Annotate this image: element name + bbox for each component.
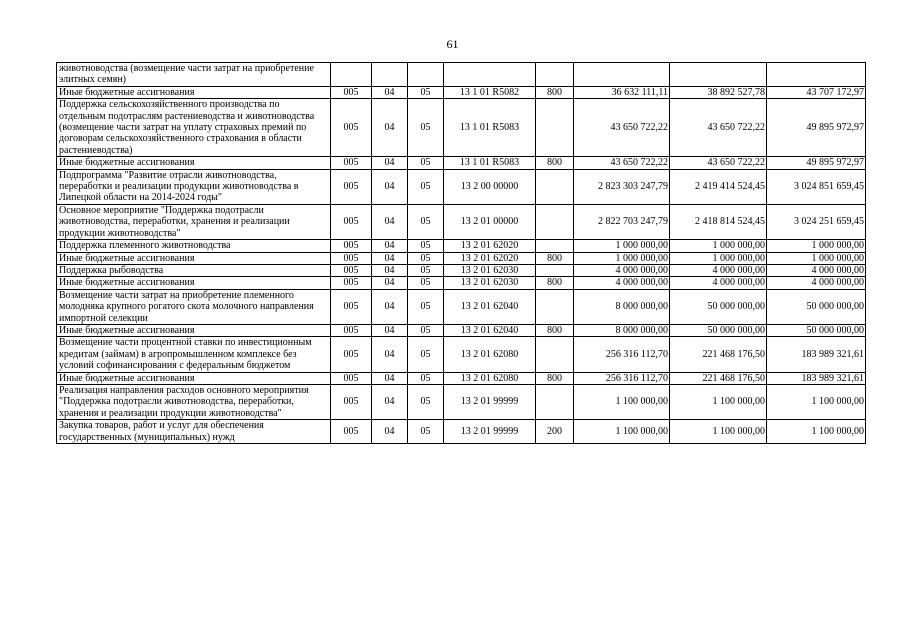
budget-table [56,62,866,444]
table-row [57,289,866,324]
table-row [57,252,866,264]
cell-grbs: 005 [331,252,372,264]
cell-subsection: 05 [408,324,444,336]
cell-subsection: 05 [408,99,444,157]
cell-name: животноводства (возмещение части затрат на приобретение элитных семян) [57,63,331,87]
table-row [57,372,866,384]
cell-grbs: 005 [331,204,372,239]
cell-subsection: 05 [408,264,444,276]
cell-amount-year-3: 183 989 321,61 [767,372,866,384]
table-row [57,337,866,372]
table-row [57,264,866,276]
cell-grbs: 005 [331,372,372,384]
cell-section: 04 [372,169,408,204]
table-row [57,86,866,98]
cell-subsection: 05 [408,420,444,444]
cell-name: Иные бюджетные ассигнования [57,157,331,169]
cell-grbs: 005 [331,324,372,336]
cell-name: Иные бюджетные ассигнования [57,252,331,264]
table-row [57,63,866,87]
table-row [57,324,866,336]
cell-target-article: 13 2 01 62030 [444,264,536,276]
cell-amount-year-2: 50 000 000,00 [670,289,767,324]
cell-amount-year-1: 1 000 000,00 [574,240,670,252]
cell-target-article: 13 2 01 62020 [444,240,536,252]
cell-grbs: 005 [331,240,372,252]
cell-name: Подпрограмма "Развитие отрасли животноводства, переработки и реализации продукции животноводства в Липецкой области на 2014-2024 годы" [57,169,331,204]
cell-expense-type: 200 [536,420,574,444]
cell-grbs: 005 [331,337,372,372]
cell-amount-year-3: 4 000 000,00 [767,277,866,289]
cell-amount-year-2: 1 100 000,00 [670,420,767,444]
cell-grbs: 005 [331,420,372,444]
cell-target-article [444,63,536,87]
cell-amount-year-3: 1 000 000,00 [767,252,866,264]
cell-amount-year-1: 2 822 703 247,79 [574,204,670,239]
cell-section: 04 [372,324,408,336]
cell-section: 04 [372,337,408,372]
cell-expense-type [536,264,574,276]
cell-amount-year-1: 1 000 000,00 [574,252,670,264]
cell-amount-year-3: 49 895 972,97 [767,99,866,157]
cell-amount-year-3: 4 000 000,00 [767,264,866,276]
cell-amount-year-2: 1 100 000,00 [670,384,767,419]
cell-amount-year-1: 256 316 112,70 [574,372,670,384]
cell-subsection [408,63,444,87]
cell-amount-year-3: 1 100 000,00 [767,384,866,419]
cell-amount-year-1: 8 000 000,00 [574,289,670,324]
cell-expense-type: 800 [536,157,574,169]
cell-name: Возмещение части затрат на приобретение племенного молодняка крупного рогатого скота молочного направления импортной селекции [57,289,331,324]
cell-amount-year-2: 1 000 000,00 [670,240,767,252]
cell-expense-type [536,99,574,157]
cell-expense-type [536,204,574,239]
cell-section: 04 [372,289,408,324]
cell-amount-year-2: 1 000 000,00 [670,252,767,264]
cell-grbs: 005 [331,264,372,276]
cell-amount-year-2: 43 650 722,22 [670,99,767,157]
cell-target-article: 13 2 01 00000 [444,204,536,239]
cell-target-article: 13 2 01 62030 [444,277,536,289]
cell-section: 04 [372,204,408,239]
cell-amount-year-3: 3 024 851 659,45 [767,169,866,204]
cell-amount-year-1: 43 650 722,22 [574,99,670,157]
cell-subsection: 05 [408,204,444,239]
cell-section: 04 [372,264,408,276]
cell-amount-year-3: 1 100 000,00 [767,420,866,444]
cell-amount-year-1: 1 100 000,00 [574,384,670,419]
cell-section: 04 [372,157,408,169]
cell-target-article: 13 2 01 62040 [444,324,536,336]
cell-expense-type [536,63,574,87]
cell-amount-year-1: 8 000 000,00 [574,324,670,336]
cell-subsection: 05 [408,337,444,372]
cell-amount-year-1 [574,63,670,87]
table-row [57,169,866,204]
cell-expense-type: 800 [536,372,574,384]
cell-section: 04 [372,420,408,444]
cell-section: 04 [372,384,408,419]
cell-subsection: 05 [408,252,444,264]
cell-amount-year-3 [767,63,866,87]
cell-amount-year-2: 43 650 722,22 [670,157,767,169]
cell-target-article: 13 2 01 62040 [444,289,536,324]
cell-amount-year-2: 2 419 414 524,45 [670,169,767,204]
cell-target-article: 13 2 01 62080 [444,337,536,372]
cell-name: Закупка товаров, работ и услуг для обеспечения государственных (муниципальных) нужд [57,420,331,444]
cell-amount-year-2: 221 468 176,50 [670,372,767,384]
cell-name: Иные бюджетные ассигнования [57,277,331,289]
cell-grbs [331,63,372,87]
cell-grbs: 005 [331,157,372,169]
table-row [57,420,866,444]
cell-expense-type [536,169,574,204]
table-row [57,240,866,252]
table-row [57,277,866,289]
cell-name: Иные бюджетные ассигнования [57,86,331,98]
cell-target-article: 13 2 01 99999 [444,420,536,444]
cell-amount-year-3: 183 989 321,61 [767,337,866,372]
cell-grbs: 005 [331,86,372,98]
cell-amount-year-2: 2 418 814 524,45 [670,204,767,239]
cell-name: Реализация направления расходов основного мероприятия "Поддержка подотрасли животноводства, переработки, хранения и реализации продукции животноводства" [57,384,331,419]
cell-subsection: 05 [408,289,444,324]
cell-name: Поддержка рыбоводства [57,264,331,276]
cell-amount-year-3: 1 000 000,00 [767,240,866,252]
cell-expense-type [536,240,574,252]
cell-grbs: 005 [331,99,372,157]
cell-section: 04 [372,240,408,252]
cell-grbs: 005 [331,289,372,324]
cell-target-article: 13 2 01 62020 [444,252,536,264]
cell-amount-year-3: 3 024 251 659,45 [767,204,866,239]
cell-grbs: 005 [331,384,372,419]
cell-subsection: 05 [408,86,444,98]
cell-expense-type: 800 [536,252,574,264]
cell-subsection: 05 [408,372,444,384]
cell-expense-type: 800 [536,277,574,289]
cell-amount-year-3: 50 000 000,00 [767,289,866,324]
cell-subsection: 05 [408,240,444,252]
cell-target-article: 13 2 00 00000 [444,169,536,204]
cell-name: Поддержка племенного животноводства [57,240,331,252]
cell-expense-type: 800 [536,86,574,98]
cell-amount-year-1: 1 100 000,00 [574,420,670,444]
cell-section [372,63,408,87]
cell-amount-year-2 [670,63,767,87]
cell-amount-year-3: 49 895 972,97 [767,157,866,169]
cell-target-article: 13 2 01 99999 [444,384,536,419]
cell-amount-year-3: 50 000 000,00 [767,324,866,336]
cell-amount-year-2: 50 000 000,00 [670,324,767,336]
cell-expense-type [536,337,574,372]
cell-amount-year-2: 4 000 000,00 [670,277,767,289]
page-number: 61 [446,37,459,51]
table-row [57,157,866,169]
cell-section: 04 [372,277,408,289]
cell-amount-year-1: 2 823 303 247,79 [574,169,670,204]
cell-name: Поддержка сельскохозяйственного производства по отдельным подотраслям растениеводства и животноводства (возмещение части затрат на уплату страховых премий по договорам сельскохозяйственного страхования в области растениеводства) [57,99,331,157]
cell-amount-year-2: 221 468 176,50 [670,337,767,372]
cell-amount-year-2: 4 000 000,00 [670,264,767,276]
cell-amount-year-1: 43 650 722,22 [574,157,670,169]
cell-expense-type [536,384,574,419]
cell-subsection: 05 [408,277,444,289]
cell-target-article: 13 2 01 62080 [444,372,536,384]
cell-subsection: 05 [408,384,444,419]
cell-section: 04 [372,252,408,264]
cell-name: Иные бюджетные ассигнования [57,324,331,336]
cell-name: Иные бюджетные ассигнования [57,372,331,384]
table-row [57,99,866,157]
table-row [57,384,866,419]
cell-name: Основное мероприятие "Поддержка подотрасли животноводства, переработки, хранения и реализации продукции животноводства" [57,204,331,239]
budget-table-body [57,63,866,444]
cell-amount-year-1: 36 632 111,11 [574,86,670,98]
cell-grbs: 005 [331,169,372,204]
cell-target-article: 13 1 01 R5083 [444,157,536,169]
cell-amount-year-1: 4 000 000,00 [574,277,670,289]
cell-section: 04 [372,86,408,98]
cell-target-article: 13 1 01 R5082 [444,86,536,98]
cell-name: Возмещение части процентной ставки по инвестиционным кредитам (займам) в агропромышленном комплексе без условий софинансирования с федеральным бюджетом [57,337,331,372]
cell-section: 04 [372,372,408,384]
cell-section: 04 [372,99,408,157]
cell-amount-year-1: 4 000 000,00 [574,264,670,276]
cell-expense-type [536,289,574,324]
cell-subsection: 05 [408,157,444,169]
cell-amount-year-1: 256 316 112,70 [574,337,670,372]
cell-grbs: 005 [331,277,372,289]
cell-subsection: 05 [408,169,444,204]
table-row [57,204,866,239]
cell-target-article: 13 1 01 R5083 [444,99,536,157]
cell-expense-type: 800 [536,324,574,336]
cell-amount-year-2: 38 892 527,78 [670,86,767,98]
cell-amount-year-3: 43 707 172,97 [767,86,866,98]
